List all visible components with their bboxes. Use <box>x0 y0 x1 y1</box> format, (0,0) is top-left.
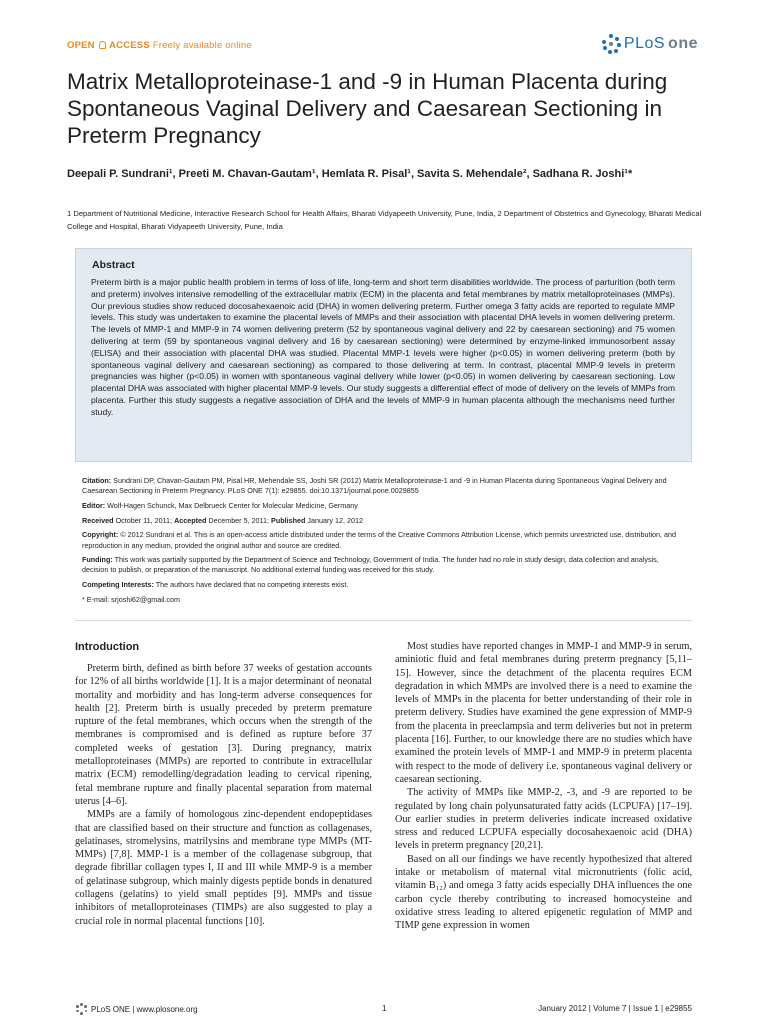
received-date: October 11, 2011; <box>115 515 173 525</box>
access-label: ACCESS <box>109 40 150 51</box>
intro-paragraph-1: Preterm birth, defined as birth before 37 weeks of gestation accounts for 12% of all births worldwide [1]. It is a major determinant of neonatal mortality and morbidity and has long-term adverse consequences for health [2]. Preterm birth is usually preceded by preterm premature rupture of the fetal membranes, which occurs when the strength of the membranes is compromised and is defined as rupture before 37 completed weeks of gestation [3]. During pregnancy, matrix metalloproteinases (MMPs) are reported to contribute in extracellular matrix (ECM) remodelling/degradation leading to cervical ripening, fetal membrane rupture and finally placental separation from maternal uterus [4–6]. <box>75 663 372 807</box>
author-email-link[interactable]: * E-mail: srjoshi62@gmail.com <box>82 594 180 604</box>
author-list: Deepali P. Sundrani¹, Preeti M. Chavan-Gautam¹, Hemlata R. Pisal¹, Savita S. Mehendale², Sadhana R. Joshi¹* <box>67 168 633 180</box>
section-divider <box>75 620 692 621</box>
plos-dots-icon <box>601 34 621 54</box>
competing-interests-line <box>82 580 682 590</box>
logo-one-text: one <box>668 35 698 52</box>
intro-paragraph-5: Based on all our findings we have recently hypothesized that altered intake or metabolism of maternal vital micronutrients (folic acid, vitamin B₁₂) and omega 3 fatty acids especially DHA influences the one carbon cycle thereby contributing to increased homocysteine and oxidative stress leading to altered epigenetic regulation of MMP and TIMP gene expression in women <box>395 853 692 932</box>
copyright-text: © 2012 Sundrani et al. This is an open-access article distributed under the terms of the Creative Commons Attribution License, which permits unrestricted use, distribution, and reproduction in any medium, provided the original author and source are credited. <box>82 530 677 550</box>
citation-label: Citation: <box>82 476 112 485</box>
copyright-label: Copyright: <box>82 530 119 540</box>
article-metadata <box>82 476 682 610</box>
right-column <box>395 640 692 933</box>
dates-line <box>82 516 682 526</box>
funding-line <box>82 555 682 575</box>
citation-line <box>82 476 682 496</box>
accepted-label: Accepted <box>174 515 207 525</box>
plos-one-logo <box>601 32 698 56</box>
funding-label: Funding: <box>82 555 113 565</box>
competing-text: The authors have declared that no competing interests exist. <box>155 580 349 590</box>
email-line <box>82 595 682 605</box>
accepted-date: December 5, 2011; <box>208 515 270 525</box>
intro-paragraph-4: The activity of MMPs like MMP-2, -3, and -9 are reported to be regulated by long chain polyunsaturated fatty acids (LCPUFA) [17–19]. Our earlier studies in preterm deliveries indicate increased oxidative stress and reduced LCPUFA especially docosahexaenoic acid (DHA) levels in preterm pregnancy [20,21]. <box>395 787 692 852</box>
introduction-heading: Introduction <box>75 641 140 653</box>
open-access-banner <box>67 40 252 51</box>
journal-header <box>67 36 698 58</box>
footer-journal <box>75 1003 198 1015</box>
citation-text: Sundrani DP, Chavan-Gautam PM, Pisal HR, Mehendale SS, Joshi SR (2012) Matrix Metalloproteinase-1 and -9 in Human Placenta during Spontaneous Vaginal Delivery and Caesarean Sectioning in Preterm Pregnancy. PLoS ONE 7(1): e29855. doi:10.1371/journal.pone.0029855 <box>82 476 667 496</box>
abstract-text: Preterm birth is a major public health problem in terms of loss of life, long-term and short term disabilities worldwide. The process of parturition (both term and preterm) involves intensive remodelling of the extracellular matrix (ECM) in the placenta and fetal membranes by matrix metalloproteinases (MMPs). Our previous studies show reduced docosahexaenoic acid (DHA) in women delivering preterm. Further omega 3 fatty acids are reported to regulate MMP levels. This study was undertaken to examine the placental levels of MMPs and their association with placental DHA levels in women delivering preterm. The levels of MMP-1 and MMP-9 in 74 women delivering preterm (52 by spontaneous vaginal delivery and 22 by caesarean sectioning) and 75 women delivering at term (59 by spontaneous vaginal delivery and 16 by caesarean sectioning) were determined by enzyme-linked immunosorbent assay (ELISA) and their association with placental DHA was studied. Placental MMP-1 levels were higher (p<0.05) in women delivering preterm (both by spontaneous vaginal delivery and caesarean sectioning) as compared to those delivering at term. In contrast, placental MMP-9 levels in preterm pregnancies was higher (p<0.05) in women with spontaneous vaginal delivery while lower (p<0.05) in women delivering by caesarean sectioning. Low placental DHA was associated with higher placental MMP-9 levels. Our study suggests a differential effect of mode of delivery on the levels of MMPs from placenta. Further this study suggests a negative association of DHA and the levels of MMP-9 in human placenta although the mechanisms need further study. <box>91 277 675 417</box>
left-column <box>75 640 372 928</box>
editor-line <box>82 501 682 511</box>
intro-paragraph-2: MMPs are a family of homologous zinc-dependent endopeptidases that are classified based on their structure and function as collagenases, gelatinases, stromelysins, matrilysins and membrane type MMPs (MT-MMPs) [7,8]. MMP-1 is a member of the collagenase subgroup, that degrade fibrillar collagen types I, II and III while MMP-9 is a member of gelatinase subgroup, which mainly digests peptide bonds in denatured collagens (gelatins) to yield small peptides [9]. MMPs and tissue inhibitors of metalloproteinases (TIMPs) are also suggested to play a crucial role in normal placental functions [10]. <box>75 809 372 927</box>
freely-available-label: Freely available online <box>152 40 252 51</box>
editor-text: Wolf-Hagen Schunck, Max Delbrueck Center for Molecular Medicine, Germany <box>107 500 358 510</box>
abstract-heading: Abstract <box>92 259 135 271</box>
footer-issue-info: January 2012 | Volume 7 | Issue 1 | e29855 <box>538 1004 692 1013</box>
copyright-line <box>82 530 682 550</box>
competing-label: Competing Interests: <box>82 580 154 590</box>
intro-paragraph-3: Most studies have reported changes in MMP-1 and MMP-9 in serum, aminiotic fluid and fetal membranes during preterm pregnancy [5,11–15]. However, since the detachment of the placenta requires ECM degradation in which MMPs are involved there is a need to examine the levels of MMPs in the placenta for better understanding of their role in preterm delivery. Studies have examined the gene expression of MMP-9 from the placenta in preeclampsia and term deliveries but not in preterm placenta [16]. Further, to our knowledge there are no studies which have examined the protein levels of MMP-1 and MMP-9 in preterm placenta with respect to the mode of delivery i.e. spontaneous vaginal delivery or caesarean sectioning. <box>395 641 692 785</box>
open-label: OPEN <box>67 40 95 51</box>
plos-footer-logo-icon <box>75 1003 87 1015</box>
article-title: Matrix Metalloproteinase-1 and -9 in Human Placenta during Spontaneous Vaginal Delivery and Caesarean Sectioning in Preterm Pregnancy <box>67 69 668 148</box>
published-date: January 12, 2012 <box>307 515 363 525</box>
abstract-box <box>75 248 692 462</box>
open-lock-icon <box>99 41 106 49</box>
page-footer <box>75 1003 692 1017</box>
page-number: 1 <box>382 1004 387 1013</box>
editor-label: Editor: <box>82 500 106 510</box>
received-label: Received <box>82 515 114 525</box>
affiliations: 1 Department of Nutritional Medicine, Interactive Research School for Health Affairs, Bharati Vidyapeeth University, Pune, India, 2 Department of Obstetrics and Gynecology, Bharati Medical College and Hospital, Bharati Vidyapeeth University, Pune, India <box>67 209 702 231</box>
logo-plos-text: PLoS <box>623 35 666 52</box>
published-label: Published <box>271 515 306 525</box>
footer-journal-link[interactable]: PLoS ONE | www.plosone.org <box>91 1004 198 1014</box>
funding-text: This work was partially supported by the Department of Science and Technology, Government of India. The funder had no role in study design, data collection and analysis, decision to publish, or preparation of the manuscript. No additional external funding was received for this study. <box>82 555 659 575</box>
